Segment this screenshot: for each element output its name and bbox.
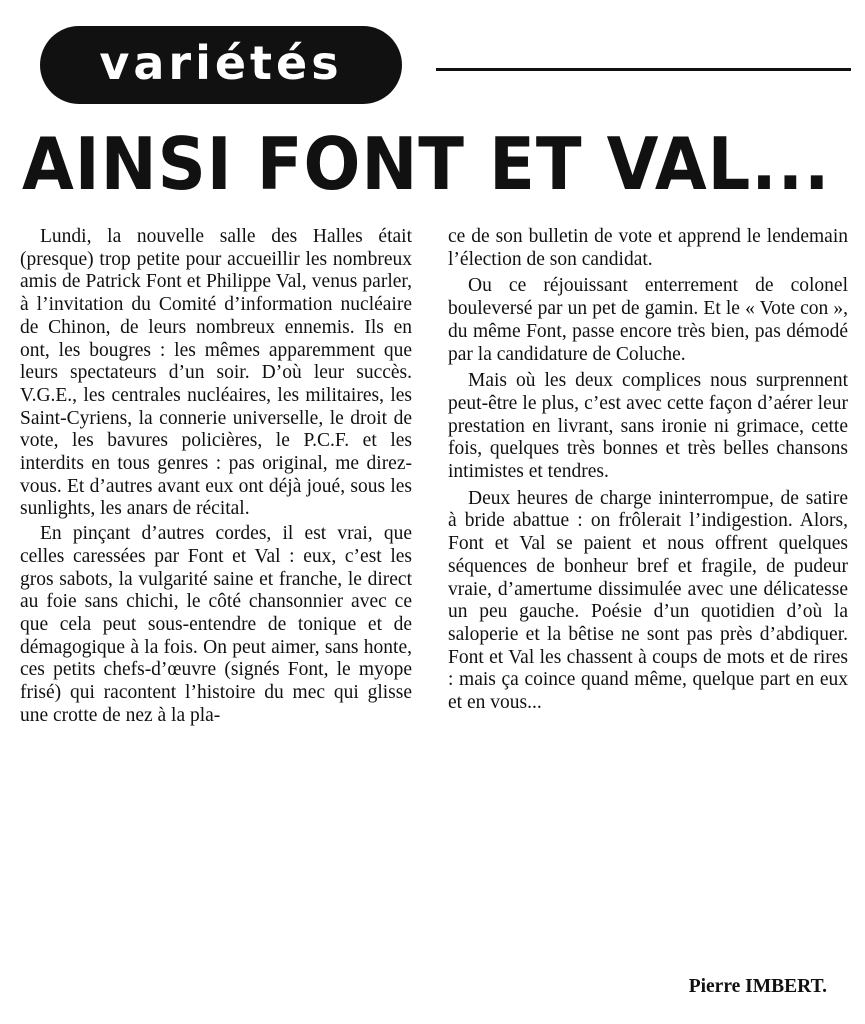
article-column-right <box>448 226 848 715</box>
byline: Pierre IMBERT. <box>688 976 827 997</box>
rubric-badge <box>40 26 402 104</box>
rubric-rule <box>436 68 851 71</box>
paragraph-left-1: Lundi, la nouvelle salle des Halles était (presque) trop petite pour accueillir les nombreux amis de Patrick Font et Philippe Val, venus parler, à l’invitation du Comité d’information nucléaire de Chinon, de leurs nombreux ennemis. Ils en ont, les bougres : les mêmes apparemment que leurs spectateurs d’un soir. D’où leur succès. V.G.E., les centrales nucléaires, les militaires, les Saint-Cyriens, la connerie universelle, le droit de vote, les bavures policières, le P.C.F. et les interdits en tous genres : pas original, me direz-vous. Et d’autres avant eux ont déjà joué, sous les sunlights, les anars de récital. <box>20 226 412 520</box>
paragraph-right-3: Mais où les deux complices nous surprennent peut-être le plus, c’est avec cette façon d’aérer leur prestation en livrant, sans ironie ni grimace, cette fois, quelques très bonnes et très belles chansons intimistes et tendres. <box>448 370 848 483</box>
paragraph-right-4: Deux heures de charge ininterrompue, de satire à bride abattue : on frôlerait l’indigestion. Alors, Font et Val se paient et nous offrent quelques séquences de bonheur bref et fragile, de pudeur vraie, d’amertume dissimulée avec une délicatesse un peu gauche. Poésie d’un quotidien d’où la saloperie et la bêtise ne sont pas près d’abdiquer. Font et Val les chassent à coups de mots et de rires : mais ça coince quand même, quelque part en eux et en vous... <box>448 487 848 714</box>
article-column-left <box>20 226 412 727</box>
rubric-label: variétés <box>99 36 343 90</box>
paragraph-right-2: Ou ce réjouissant enterrement de colonel bouleversé par un pet de gamin. Et le « Vote con », du même Font, passe encore très bien, pas démodé par la candidature de Coluche. <box>448 275 848 365</box>
headline: AINSI FONT ET VAL... <box>22 122 831 206</box>
paragraph-left-2: En pinçant d’autres cordes, il est vrai, que celles caressées par Font et Val : eux, c’est les gros sabots, la vulgarité saine et franche, le direct au foie sans chichi, le côté chansonnier avec ce que cela peut sous-entendre de tonique et de démagogique à la fois. On peut aimer, sans honte, ces petits chefs-d’œuvre (signés Font, le myope frisé) qui racontent l’histoire du mec qui glisse une crotte de nez à la pla- <box>20 523 412 726</box>
paragraph-right-1: ce de son bulletin de vote et apprend le lendemain l’élection de son candidat. <box>448 226 848 270</box>
